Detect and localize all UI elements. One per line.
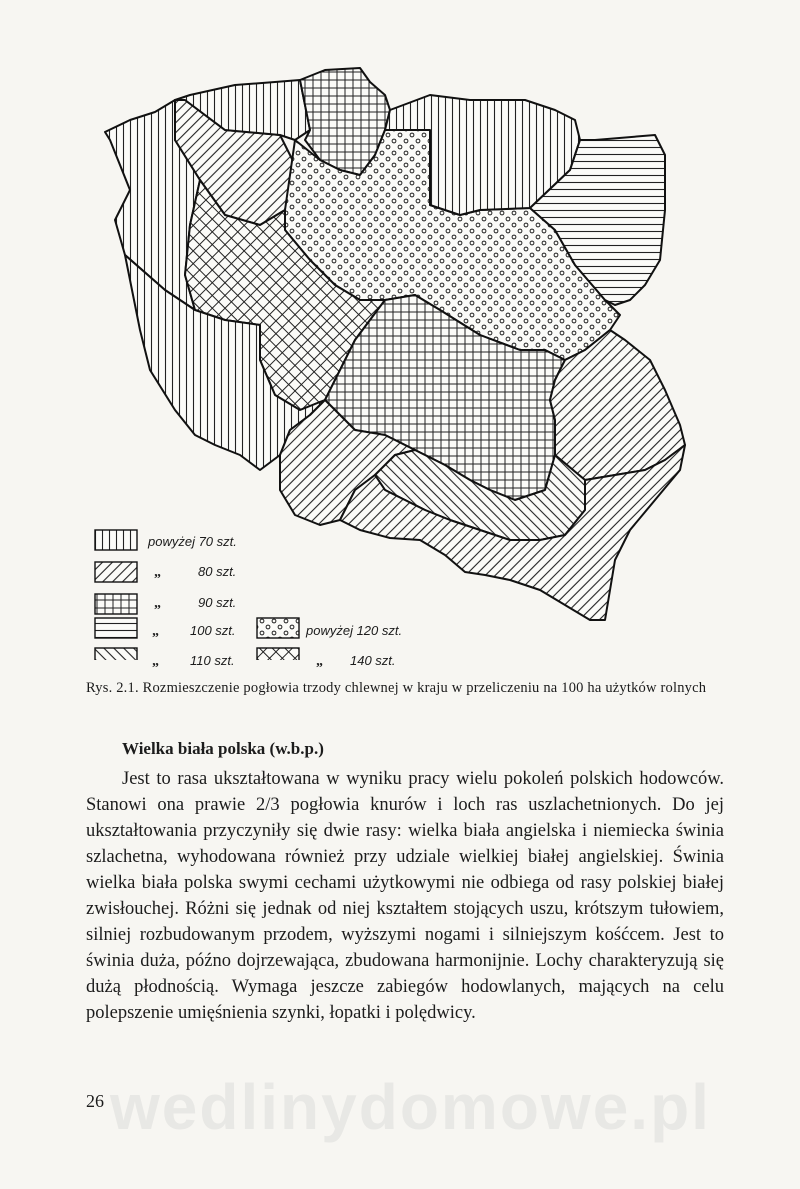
hatched-region-map <box>85 60 705 660</box>
body-paragraph: Jest to rasa ukształtowana w wyniku pracy wielu pokoleń polskich hodowców. Stanowi ona prawie 2/3 pogłowia knurów i loch ras uszlachetnionych. Do jej ukształtowania przyczyniły się dwie rasy: wielka biała angielska i niemiecka świnia szlachetna, wyhodowana również przy udziale wielkiej białej angielskiej. Świnia wielka biała polska swymi cechami użytkowymi nie odbiega od rasy polskiej białej zwisłouchej. Różni się jednak od niej kształtem stojących uszu, krótszym tułowiem, silniej rozbudowanym przodem, wyższymi nogami i silniejszym kośćcem. Jest to świnia duża, późno dojrzewająca, zbudowana harmonijnie. Lochy charakteryzują się dużą płodnością. Wymaga jeszcze zabiegów hodowlanych, mających na celu polepszenie umięśnienia szynki, łopatki i polędwicy. <box>86 769 724 1023</box>
legend-label-vertical: powyżej 70 szt. <box>148 534 237 549</box>
legend-swatch-dots <box>257 618 299 638</box>
legend-ditto-cross: „ <box>316 654 323 669</box>
legend-label-dots: powyżej 120 szt. <box>306 623 403 638</box>
legend-ditto-backdiag: „ <box>152 654 159 669</box>
legend-swatch-grid <box>95 594 137 614</box>
legend-ditto-grid: „ <box>154 596 161 611</box>
legend-swatch-diag <box>95 562 137 582</box>
legend-label-grid: 90 szt. <box>198 595 237 610</box>
legend-label-diag: 80 szt. <box>198 564 237 579</box>
page-number: 26 <box>86 1091 104 1111</box>
legend-swatch-vertical <box>95 530 137 550</box>
legend-ditto-horizontal: „ <box>152 624 159 639</box>
legend-label-horizontal: 100 szt. <box>190 623 236 638</box>
legend-swatch-horizontal <box>95 618 137 638</box>
section-heading: Wielka biała polska (w.b.p.) <box>122 739 324 758</box>
legend-ditto-diag: „ <box>154 565 161 580</box>
figure-caption: Rys. 2.1. Rozmieszczenie pogłowia trzody chlewnej w kraju w przeliczeniu na 100 ha użytków rolnych <box>86 680 707 696</box>
legend-swatch-cross <box>257 648 299 660</box>
legend-swatch-backdiag <box>95 648 137 660</box>
watermark-text: wedlinydomowe.pl <box>110 1071 711 1143</box>
legend-label-backdiag: 110 szt. <box>190 653 235 668</box>
body-text <box>86 766 724 1026</box>
legend-label-cross: 140 szt. <box>350 653 396 668</box>
